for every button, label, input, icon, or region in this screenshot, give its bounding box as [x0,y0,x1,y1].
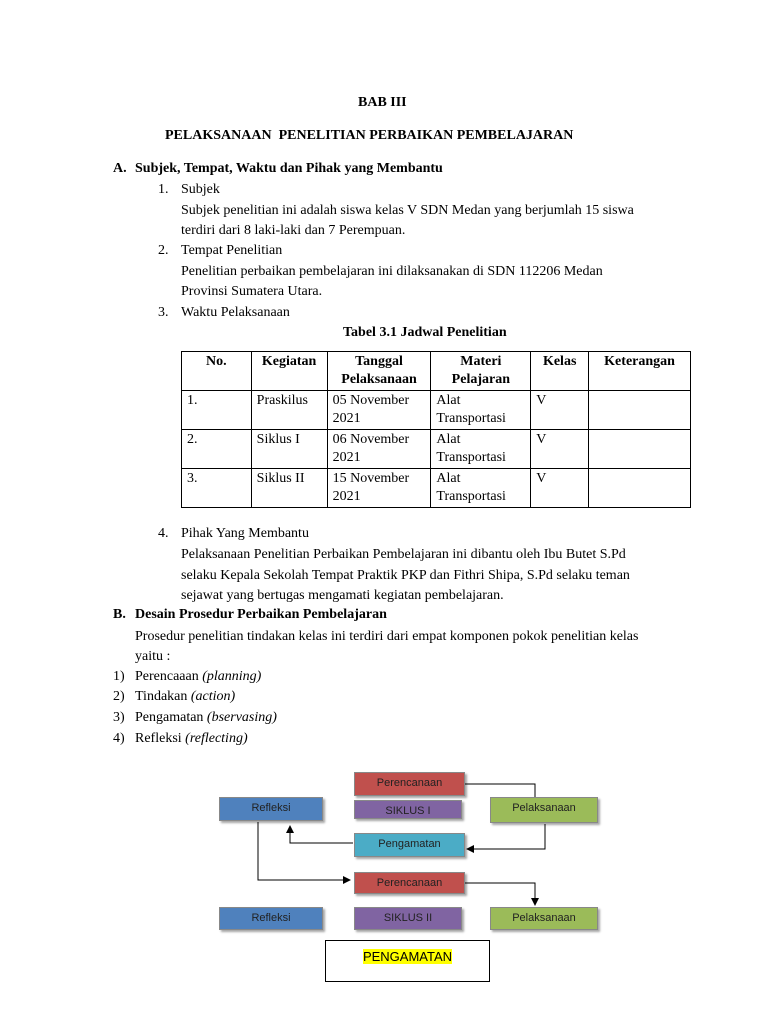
cell-kelas: V [531,391,589,430]
pelaksanaan-2-box: Pelaksanaan [490,907,598,930]
cell-tanggal: 06 November 2021 [327,430,431,469]
item-4-number: 4. [158,526,169,541]
cell-materi: Alat Transportasi [431,430,531,469]
step-2: Tindakan (action) [135,689,236,704]
section-a-letter: A. [113,161,127,176]
header-materi: Materi Pelajaran [431,352,531,391]
arrow-reflect-to-plan-2 [258,822,350,880]
pengamatan-box: Pengamatan [354,833,465,857]
cell-tanggal: 05 November 2021 [327,391,431,430]
section-b-intro-1: Prosedur penelitian tindakan kelas ini terdiri dari empat komponen pokok penelitian kelas [135,629,639,644]
item-3-title: Waktu Pelaksanaan [181,305,290,320]
cell-materi: Alat Transportasi [431,391,531,430]
item-1-title: Subjek [181,182,220,197]
perencanaan-box: Perencanaan [354,772,465,796]
refleksi-box: Refleksi [219,797,323,821]
cell-kegiatan: Siklus II [251,469,327,508]
item-1-number: 1. [158,182,169,197]
step-4-number: 4) [113,731,125,746]
step-3: Pengamatan (bservasing) [135,710,277,725]
item-4-line-3: sejawat yang bertugas mengamati kegiatan pembelajaran. [181,588,504,603]
table-caption: Tabel 3.1 Jadwal Penelitian [343,325,507,340]
item-3-number: 3. [158,305,169,320]
cell-kelas: V [531,430,589,469]
item-4-title: Pihak Yang Membantu [181,526,309,541]
header-keterangan: Keterangan [589,352,691,391]
cell-kegiatan: Siklus I [251,430,327,469]
siklus-2-box: SIKLUS II [354,907,462,930]
step-3-number: 3) [113,710,125,725]
section-b-intro-2: yaitu : [135,649,171,664]
cell-kelas: V [531,469,589,508]
section-b-title: Desain Prosedur Perbaikan Pembelajaran [135,607,387,622]
item-4-line-2: selaku Kepala Sekolah Tempat Praktik PKP dan Fithri Shipa, S.Pd selaku teman [181,568,630,583]
item-2-line-2: Provinsi Sumatera Utara. [181,284,323,299]
refleksi-2-box: Refleksi [219,907,323,930]
step-1-number: 1) [113,669,125,684]
header-kegiatan: Kegiatan [251,352,327,391]
item-1-line-1: Subjek penelitian ini adalah siswa kelas V SDN Medan yang berjumlah 15 siswa [181,203,634,218]
step-4: Refleksi (reflecting) [135,731,248,746]
step-2-number: 2) [113,689,125,704]
item-4-line-1: Pelaksanaan Penelitian Perbaikan Pembelajaran ini dibantu oleh Ibu Butet S.Pd [181,547,626,562]
chapter-title: BAB III [358,95,407,110]
arrow-action-to-observe [467,824,545,849]
section-a-title: Subjek, Tempat, Waktu dan Pihak yang Membantu [135,161,443,176]
cell-no: 2. [182,430,252,469]
header-no: No. [182,352,252,391]
page-title: PELAKSANAAN PENELITIAN PERBAIKAN PEMBELAJARAN [165,128,574,143]
item-2-title: Tempat Penelitian [181,243,283,258]
pengamatan-label: PENGAMATAN [362,949,453,964]
cell-materi: Alat Transportasi [431,469,531,508]
cell-no: 3. [182,469,252,508]
cell-tanggal: 15 November 2021 [327,469,431,508]
item-1-line-2: terdiri dari 8 laki-laki dan 7 Perempuan. [181,223,406,238]
perencanaan-2-box: Perencanaan [354,872,465,894]
arrow-plan-to-action-2 [465,883,535,905]
section-b-letter: B. [113,607,126,622]
header-kelas: Kelas [531,352,589,391]
step-1: Perencaaan (planning) [135,669,262,684]
pengamatan-label-box [325,940,490,982]
cell-kegiatan: Praskilus [251,391,327,430]
item-2-number: 2. [158,243,169,258]
arrow-observe-to-reflect [290,826,353,843]
item-2-line-1: Penelitian perbaikan pembelajaran ini dilaksanakan di SDN 112206 Medan [181,264,603,279]
pelaksanaan-box: Pelaksanaan [490,797,598,823]
cell-no: 1. [182,391,252,430]
header-tanggal: Tanggal Pelaksanaan [327,352,431,391]
siklus-1-box: SIKLUS I [354,800,462,819]
